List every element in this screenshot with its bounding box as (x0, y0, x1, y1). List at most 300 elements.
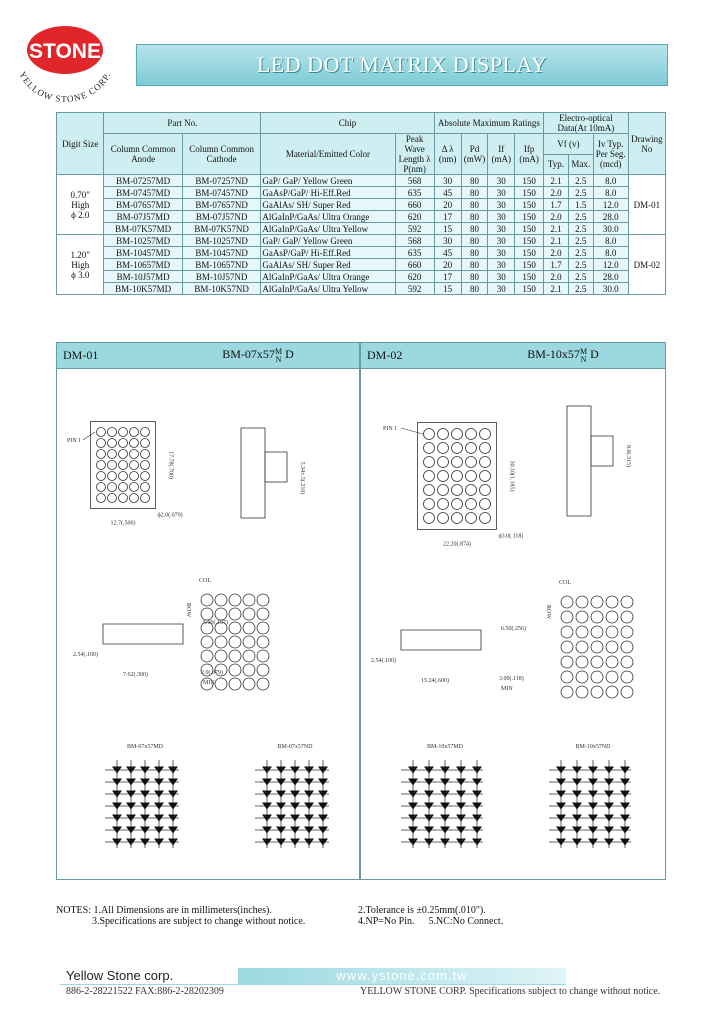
dot-outline (576, 626, 588, 638)
table-cell: 568 (395, 175, 434, 187)
th-pd: Pd (mW) (461, 134, 488, 175)
table-cell: 2.5 (568, 271, 593, 283)
footer-disclaimer: YELLOW STONE CORP. Specifications subject to change without notice. (360, 986, 661, 997)
table-cell: AlGaInP/GaAs/ Ultra Yellow (261, 223, 395, 235)
dot-outline (97, 428, 106, 437)
table-cell: BM-10657MD (104, 259, 182, 271)
th-column-anode: Column Common Anode (104, 134, 182, 175)
dim-d-label: 2.0(.079) (201, 670, 223, 676)
table-cell: 150 (515, 247, 544, 259)
dot-outline (243, 664, 255, 676)
table-cell: 2.0 (544, 271, 569, 283)
dot-outline (141, 483, 150, 492)
dot-outline (424, 457, 435, 468)
table-cell: BM-07J57MD (104, 211, 182, 223)
dot-outline (576, 596, 588, 608)
dot-outline (606, 671, 618, 683)
table-cell: 80 (461, 199, 488, 211)
dot-outline (108, 472, 117, 481)
dot-outline (119, 428, 128, 437)
dot-outline (243, 608, 255, 620)
table-cell: BM-10257MD (104, 235, 182, 247)
table-cell: 150 (515, 259, 544, 271)
table-cell: 80 (461, 247, 488, 259)
dot-outline (229, 608, 241, 620)
digit-size-line: High (71, 199, 90, 210)
table-cell: 2.0 (544, 187, 569, 199)
model-n: N (275, 354, 282, 364)
dot-outline (591, 611, 603, 623)
dim-min-label: MIN (501, 686, 513, 692)
model-m: M (274, 346, 283, 356)
table-cell: 45 (434, 187, 461, 199)
table-cell: 80 (461, 235, 488, 247)
dot-outline (257, 636, 269, 648)
table-cell: 2.5 (568, 235, 593, 247)
table-cell: AlGaInP/GaAs/ Ultra Orange (261, 271, 395, 283)
dot-outline (561, 686, 573, 698)
drawing-dm01 (57, 370, 359, 880)
note-2: 2.Tolerance is ±0.25mm(.010"). (358, 905, 486, 916)
table-cell: BM-07457MD (104, 187, 182, 199)
table-cell: 30 (434, 235, 461, 247)
dim-c-label: 15.24(.600) (421, 678, 449, 684)
table-row (57, 283, 666, 295)
table-cell: BM-07257MD (104, 175, 182, 187)
table-cell: BM-07J57ND (182, 211, 260, 223)
table-cell: 2.5 (568, 283, 593, 295)
table-cell: 8.0 (593, 175, 628, 187)
dot-outline (606, 596, 618, 608)
dot-outline (108, 461, 117, 470)
dot-outline (243, 636, 255, 648)
dot-outline (215, 608, 227, 620)
dot-outline (466, 471, 477, 482)
dot-outline (119, 439, 128, 448)
dot-outline (141, 439, 150, 448)
dot-outline (141, 461, 150, 470)
dot-outline (438, 443, 449, 454)
dot-outline (201, 636, 213, 648)
dim-height-label: 30.10(1.185) (508, 460, 515, 492)
table-cell: 660 (395, 199, 434, 211)
circuit-title: BM-10x57ND (575, 744, 611, 750)
dot-outline (141, 494, 150, 503)
dot-outline (466, 443, 477, 454)
table-cell: 635 (395, 187, 434, 199)
dot-outline (130, 450, 139, 459)
table-cell: 80 (461, 211, 488, 223)
dot-outline (466, 499, 477, 510)
pin1-label: PIN 1 (383, 426, 398, 432)
drawing-code: DM-02 (367, 348, 403, 362)
dot-outline (215, 678, 227, 690)
table-cell: 150 (515, 223, 544, 235)
digit-size-line: 0.70" (70, 189, 90, 200)
th-delta-lambda: Δ λ (nm) (434, 134, 461, 175)
table-cell: BM-07657MD (104, 199, 182, 211)
svg-text:YELLOW STONE CORP. (17, 70, 112, 104)
bottom-view-outline (103, 624, 183, 644)
table-cell: GaAlAs/ SH/ Super Red (261, 259, 395, 271)
table-cell: 150 (515, 271, 544, 283)
dot-outline (438, 513, 449, 524)
table-cell: BM-10457MD (104, 247, 182, 259)
digit-size-cell (57, 235, 104, 295)
table-cell: 2.0 (544, 211, 569, 223)
drawing-dm02 (361, 370, 665, 880)
dot-outline (466, 513, 477, 524)
dot-outline (466, 429, 477, 440)
circuit-title: BM-10x57MD (426, 744, 464, 750)
leader-line (83, 432, 95, 440)
dot-outline (606, 656, 618, 668)
dot-outline (591, 596, 603, 608)
dot-outline (424, 485, 435, 496)
dim-a-label: 6.50(.256) (501, 626, 526, 632)
dot-outline (97, 494, 106, 503)
table-cell: BM-07257ND (182, 175, 260, 187)
table-row (57, 259, 666, 271)
dot-outline (561, 626, 573, 638)
model-m: M (579, 346, 588, 356)
dot-outline (215, 594, 227, 606)
table-cell: 2.5 (568, 247, 593, 259)
dot-outline (97, 461, 106, 470)
dot-outline (480, 513, 491, 524)
dot-outline (621, 641, 633, 653)
dot-outline (119, 461, 128, 470)
dot-outline (606, 686, 618, 698)
table-cell: 8.0 (593, 187, 628, 199)
dot-outline (243, 594, 255, 606)
table-cell: GaAsP/GaP/ Hi-Eff.Red (261, 247, 395, 259)
table-cell: 2.0 (544, 247, 569, 259)
dot-outline (97, 450, 106, 459)
table-cell: BM-10657ND (182, 259, 260, 271)
table-cell: 2.1 (544, 283, 569, 295)
note-1: NOTES: 1.All Dimensions are in millimeters(inches). (56, 905, 272, 916)
dot-outline (141, 428, 150, 437)
dot-outline (130, 439, 139, 448)
table-cell: 150 (515, 175, 544, 187)
dot-outline (119, 494, 128, 503)
dot-outline (438, 499, 449, 510)
drawing-model (163, 347, 353, 363)
table-cell: BM-07K57ND (182, 223, 260, 235)
panel-header-dm01 (57, 343, 359, 369)
dot-outline (257, 608, 269, 620)
model-prefix: BM-07x57 (222, 347, 275, 362)
table-cell: 28.0 (593, 271, 628, 283)
dim-side-label: 5.34±.5(.210) (299, 461, 305, 495)
pin1-label: PIN 1 (67, 438, 82, 444)
th-column-cathode: Column Common Cathode (182, 134, 260, 175)
table-cell: 2.1 (544, 175, 569, 187)
dot-outline (243, 650, 255, 662)
dim-a-label: 5.00(.197) (203, 620, 228, 626)
dot-outline (452, 513, 463, 524)
table-cell: 592 (395, 283, 434, 295)
table-cell: 80 (461, 223, 488, 235)
table-cell: BM-10J57ND (182, 271, 260, 283)
table-cell: 30 (488, 235, 515, 247)
dim-width-label: 12.7(.500) (110, 520, 136, 527)
dot-outline (621, 671, 633, 683)
table-cell: 30 (488, 247, 515, 259)
table-row (57, 223, 666, 235)
dot-outline (480, 471, 491, 482)
table-cell: BM-07657ND (182, 199, 260, 211)
dot-outline (424, 471, 435, 482)
dot-outline (452, 471, 463, 482)
dot-outline (576, 611, 588, 623)
dot-outline (466, 485, 477, 496)
digit-size-line: ϕ 2.0 (71, 209, 90, 220)
table-cell: 30.0 (593, 223, 628, 235)
table-cell: 2.5 (568, 187, 593, 199)
dot-outline (119, 472, 128, 481)
table-row (57, 235, 666, 247)
footer-website[interactable]: www.ystone.com.tw (238, 968, 566, 984)
table-cell: 80 (461, 283, 488, 295)
dot-outline (606, 641, 618, 653)
table-cell: 17 (434, 271, 461, 283)
drawing-model (467, 347, 659, 363)
notes (56, 905, 666, 927)
table-cell: 28.0 (593, 211, 628, 223)
table-cell: GaAsP/GaP/ Hi-Eff.Red (261, 187, 395, 199)
dot-outline (621, 686, 633, 698)
dot-outline (243, 622, 255, 634)
logo-ring-text: YELLOW STONE CORP. (17, 69, 113, 105)
dot-outline (229, 678, 241, 690)
dim-c-label: 7.62(.300) (123, 672, 148, 678)
table-cell: BM-07457ND (182, 187, 260, 199)
th-typ: Typ. (544, 154, 569, 175)
th-ifp: Ifp (mA) (515, 134, 544, 175)
dot-outline (108, 494, 117, 503)
table-cell: 30 (488, 271, 515, 283)
th-iv: Iv Typ. Per Seg. (mcd) (593, 134, 628, 175)
table-cell: 15 (434, 223, 461, 235)
table-cell: 2.5 (568, 175, 593, 187)
table-cell: 12.0 (593, 259, 628, 271)
table-cell: 80 (461, 271, 488, 283)
digit-size-line: High (71, 259, 90, 270)
col-label: COL (559, 580, 571, 586)
side-view-pins (591, 436, 613, 466)
table-cell: BM-07K57MD (104, 223, 182, 235)
dim-dot-label: ϕ3.0(.118) (498, 533, 524, 540)
dot-outline (621, 626, 633, 638)
digit-size-line: ϕ 3.0 (71, 269, 90, 280)
footer-company: Yellow Stone corp. (66, 968, 174, 983)
dot-outline (561, 611, 573, 623)
table-cell: 1.5 (568, 199, 593, 211)
dot-outline (229, 636, 241, 648)
table-cell: 80 (461, 175, 488, 187)
dot-outline (201, 650, 213, 662)
dot-outline (591, 656, 603, 668)
display-outline (91, 422, 156, 509)
side-view-pins (265, 452, 287, 482)
table-cell: 30 (488, 187, 515, 199)
th-part-no: Part No. (104, 113, 261, 134)
table-cell: 620 (395, 271, 434, 283)
dim-dot-label: ϕ2.0(.079) (157, 512, 183, 519)
th-vf: Vf (v) (544, 134, 594, 155)
table-cell: 568 (395, 235, 434, 247)
th-drawing-no: Drawing No (628, 113, 665, 175)
dot-outline (621, 596, 633, 608)
dot-outline (229, 650, 241, 662)
dot-outline (606, 611, 618, 623)
dot-outline (257, 678, 269, 690)
th-if: If (mA) (488, 134, 515, 175)
th-peak-wavelength: Peak Wave Length λ P(nm) (395, 134, 434, 175)
table-cell: 2.1 (544, 223, 569, 235)
table-cell: BM-10J57MD (104, 271, 182, 283)
table-cell: BM-10K57ND (182, 283, 260, 295)
dim-side-label: 8.0(.315) (625, 445, 631, 467)
dot-outline (257, 622, 269, 634)
leader-line (401, 428, 423, 434)
dot-outline (561, 596, 573, 608)
table-cell: 660 (395, 259, 434, 271)
th-material: Material/Emitted Color (261, 134, 395, 175)
note-3: 3.Specifications are subject to change without notice. (92, 916, 306, 927)
dot-outline (576, 671, 588, 683)
dot-outline (452, 429, 463, 440)
table-cell: 30.0 (593, 283, 628, 295)
dim-d-label: 3.00(.118) (499, 676, 524, 682)
table-cell: 150 (515, 211, 544, 223)
table-cell: 30 (488, 175, 515, 187)
circuit-title: BM-07x57MD (126, 744, 164, 750)
dim-b-label: 2.54(.100) (73, 652, 98, 658)
th-electro-optical: Electro-optical Data(At 10mA) (544, 113, 629, 134)
dim-height-label: 17.78(.700) (167, 451, 174, 479)
dot-outline (97, 472, 106, 481)
table-row (57, 199, 666, 211)
dot-outline (130, 483, 139, 492)
table-cell: 30 (488, 199, 515, 211)
table-cell: 620 (395, 211, 434, 223)
table-cell: BM-10K57MD (104, 283, 182, 295)
page-title: LED DOT MATRIX DISPLAY (256, 52, 548, 77)
table-cell: 15 (434, 283, 461, 295)
table-cell: 150 (515, 235, 544, 247)
dot-outline (201, 608, 213, 620)
dot-outline (215, 650, 227, 662)
footer-contact: 886-2-28221522 FAX:886-2-28202309 (66, 986, 224, 997)
dot-outline (606, 626, 618, 638)
dot-outline (480, 485, 491, 496)
dot-outline (561, 641, 573, 653)
dot-outline (561, 656, 573, 668)
model-suffix: D (285, 347, 294, 362)
table-row (57, 187, 666, 199)
table-cell: 2.5 (568, 259, 593, 271)
dot-outline (561, 671, 573, 683)
dot-outline (257, 650, 269, 662)
dot-outline (480, 429, 491, 440)
dot-outline (591, 686, 603, 698)
dot-outline (119, 450, 128, 459)
dot-outline (480, 457, 491, 468)
dot-outline (424, 499, 435, 510)
table-cell: 2.1 (544, 235, 569, 247)
dot-outline (591, 671, 603, 683)
panel-header-dm02 (361, 343, 665, 369)
dim-width-label: 22.20(.874) (443, 541, 471, 548)
table-cell: BM-10457ND (182, 247, 260, 259)
table-cell: GaP/ GaP/ Yellow Green (261, 175, 395, 187)
drawing-no-cell: DM-01 (628, 175, 665, 235)
table-cell: 20 (434, 199, 461, 211)
model-suffix: D (590, 347, 599, 362)
table-cell: 1.7 (544, 259, 569, 271)
table-row (57, 247, 666, 259)
dot-outline (438, 485, 449, 496)
footer-rule (60, 984, 566, 985)
circuit-title: BM-07x57ND (277, 744, 313, 750)
dot-outline (97, 483, 106, 492)
title-banner (136, 44, 668, 86)
table-cell: 635 (395, 247, 434, 259)
table-cell: 150 (515, 187, 544, 199)
row-label: ROW (185, 603, 191, 617)
dot-outline (141, 450, 150, 459)
table-cell: 20 (434, 259, 461, 271)
dot-outline (243, 678, 255, 690)
table-cell: AlGaInP/GaAs/ Ultra Yellow (261, 283, 395, 295)
dot-outline (591, 641, 603, 653)
dot-outline (119, 483, 128, 492)
table-cell: 30 (434, 175, 461, 187)
table-cell: 150 (515, 199, 544, 211)
dot-outline (108, 483, 117, 492)
table-cell: 8.0 (593, 247, 628, 259)
table-cell: 592 (395, 223, 434, 235)
dot-outline (621, 611, 633, 623)
dot-outline (257, 594, 269, 606)
table-cell: 17 (434, 211, 461, 223)
table-cell: 30 (488, 211, 515, 223)
side-view-outline (567, 406, 591, 516)
table-cell: 2.5 (568, 223, 593, 235)
table-cell: BM-10257ND (182, 235, 260, 247)
dot-outline (229, 664, 241, 676)
dot-outline (576, 686, 588, 698)
drawing-panel-dm02 (360, 342, 666, 880)
th-max: Max. (568, 154, 593, 175)
digit-size-line: 1.20" (70, 249, 90, 260)
dot-outline (130, 461, 139, 470)
table-cell: 12.0 (593, 199, 628, 211)
company-logo (6, 6, 124, 106)
drawing-code: DM-01 (63, 348, 99, 362)
logo-word: STONE (29, 40, 101, 63)
dot-outline (130, 472, 139, 481)
dot-outline (452, 485, 463, 496)
col-label: COL (199, 578, 211, 584)
dot-outline (257, 664, 269, 676)
dot-outline (108, 428, 117, 437)
dot-outline (466, 457, 477, 468)
dot-outline (229, 622, 241, 634)
